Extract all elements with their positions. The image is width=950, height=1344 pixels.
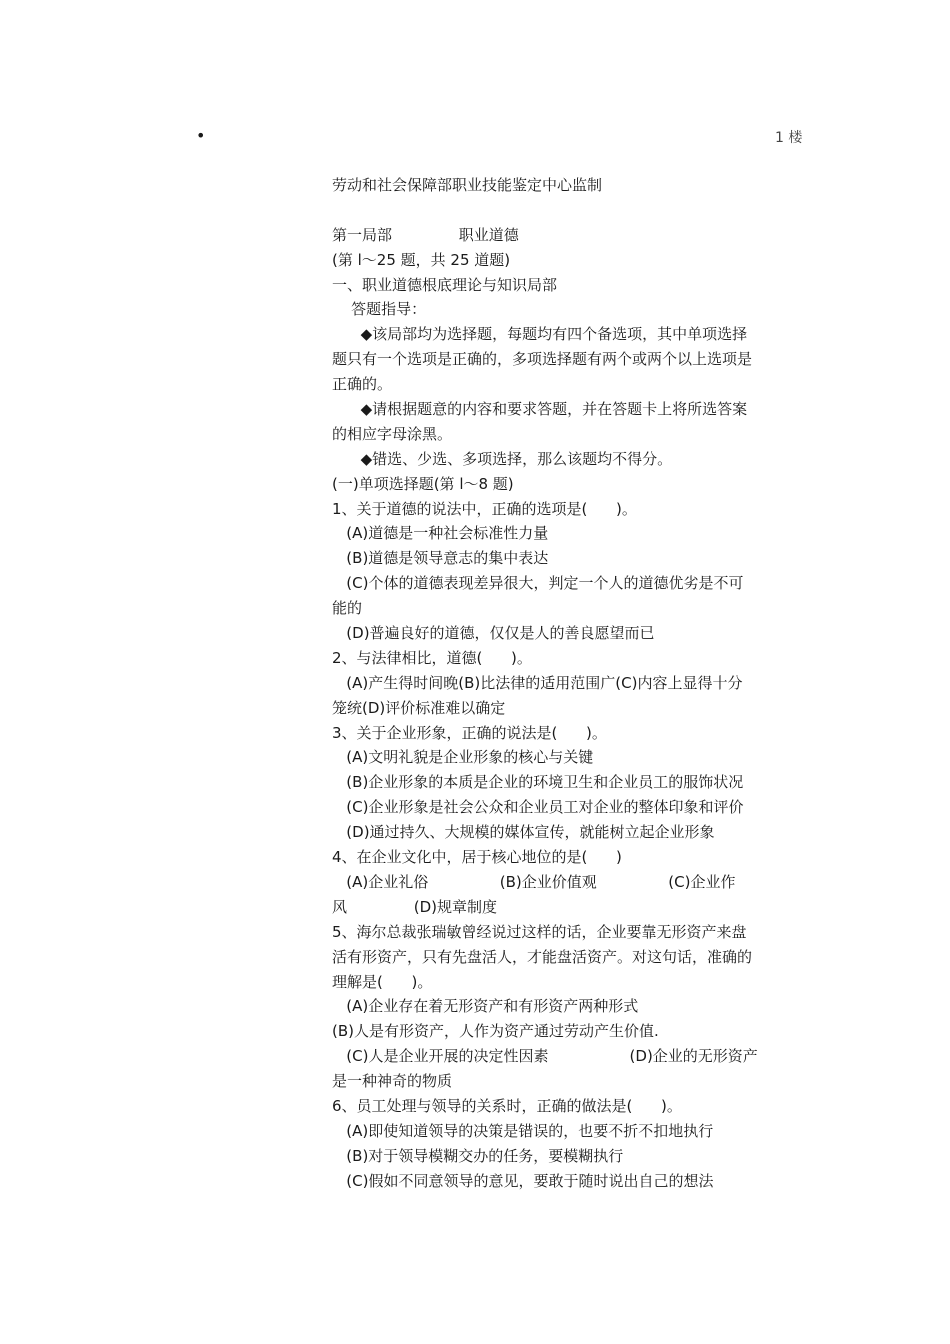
list-bullet: • [196, 126, 206, 145]
question-text: 1、关于道德的说法中，正确的选项是( )。 [332, 499, 637, 518]
question-group-heading: (一)单项选择题(第 l～8 题) [332, 474, 514, 493]
instruction-line: ◆该局部均为选择题，每题均有四个备选项，其中单项选择 [332, 325, 748, 344]
answer-option: (B)人是有形资产，人作为资产通过劳动产生价值. [332, 1022, 659, 1041]
answer-option: (B)对于领导模糊交办的任务，要模糊执行 [332, 1146, 624, 1165]
answer-option: (A)企业礼俗 (B)企业价值观 (C)企业作 [332, 872, 736, 891]
section-heading: 第一局部 职业道德 [332, 225, 519, 244]
answer-option: (D)通过持久、大规模的媒体宣传，就能树立起企业形象 [332, 823, 715, 842]
question-text: 4、在企业文化中，居于核心地位的是( ) [332, 848, 622, 867]
instruction-line: 的相应字母涂黑。 [332, 424, 453, 443]
answer-option: 笼统(D)评价标准难以确定 [332, 698, 506, 717]
answer-option: (A)企业存在着无形资产和有形资产两种形式 [332, 997, 639, 1016]
answer-option: (C)假如不同意领导的意见，要敢于随时说出自己的想法 [332, 1171, 714, 1190]
answer-option: (A)即使知道领导的决策是错误的，也要不折不扣地执行 [332, 1121, 714, 1140]
document-title: 劳动和社会保障部职业技能鉴定中心监制 [332, 176, 603, 194]
subsection-heading: 一、职业道德根底理论与知识局部 [332, 275, 558, 294]
answer-option: (A)产生得时间晚(B)比法律的适用范围广(C)内容上显得十分 [332, 673, 743, 692]
answer-option: (C)人是企业开展的决定性因素 (D)企业的无形资产 [332, 1047, 758, 1066]
instruction-line: 题只有一个选项是正确的，多项选择题有两个或两个以上选项是 [332, 350, 753, 369]
question-text: 活有形资产，只有先盘活人，才能盘活资产。对这句话，准确的 [332, 947, 753, 966]
answer-option: (C)个体的道德表现差异很大，判定一个人的道德优劣是不可 [332, 574, 744, 593]
instruction-line: ◆请根据题意的内容和要求答题，并在答题卡上将所选答案 [332, 400, 748, 419]
question-text: 3、关于企业形象，正确的说法是( )。 [332, 723, 607, 742]
floor-label: 1 楼 [775, 130, 803, 146]
question-text: 理解是( )。 [332, 972, 433, 991]
question-text: 5、海尔总裁张瑞敏曾经说过这样的话，企业要靠无形资产来盘 [332, 922, 747, 941]
instruction-line: ◆错选、少选、多项选择，那么该题均不得分。 [332, 449, 673, 468]
question-text: 6、员工处理与领导的关系时，正确的做法是( )。 [332, 1096, 682, 1115]
answer-option: (A)道德是一种社会标准性力量 [332, 524, 549, 543]
answer-option: (B)企业形象的本质是企业的环境卫生和企业员工的服饰状况 [332, 773, 744, 792]
answer-option: (C)企业形象是社会公众和企业员工对企业的整体印象和评价 [332, 798, 744, 817]
answer-option: (A)文明礼貌是企业形象的核心与关键 [332, 748, 594, 767]
document-body [332, 173, 804, 1194]
answer-option: (D)普遍良好的道德，仅仅是人的善良愿望而已 [332, 624, 655, 643]
question-text: 2、与法律相比，道德( )。 [332, 648, 532, 667]
instruction-line: 正确的。 [332, 375, 393, 394]
answer-option: (B)道德是领导意志的集中表达 [332, 549, 549, 568]
answer-option: 风 (D)规章制度 [332, 897, 498, 916]
blank-line [332, 198, 804, 223]
section-range: (第 l～25 题，共 25 道题) [332, 250, 511, 269]
answer-option: 能的 [332, 599, 363, 618]
instructions-heading: 答题指导： [332, 300, 427, 319]
answer-option: 是一种神奇的物质 [332, 1072, 453, 1091]
